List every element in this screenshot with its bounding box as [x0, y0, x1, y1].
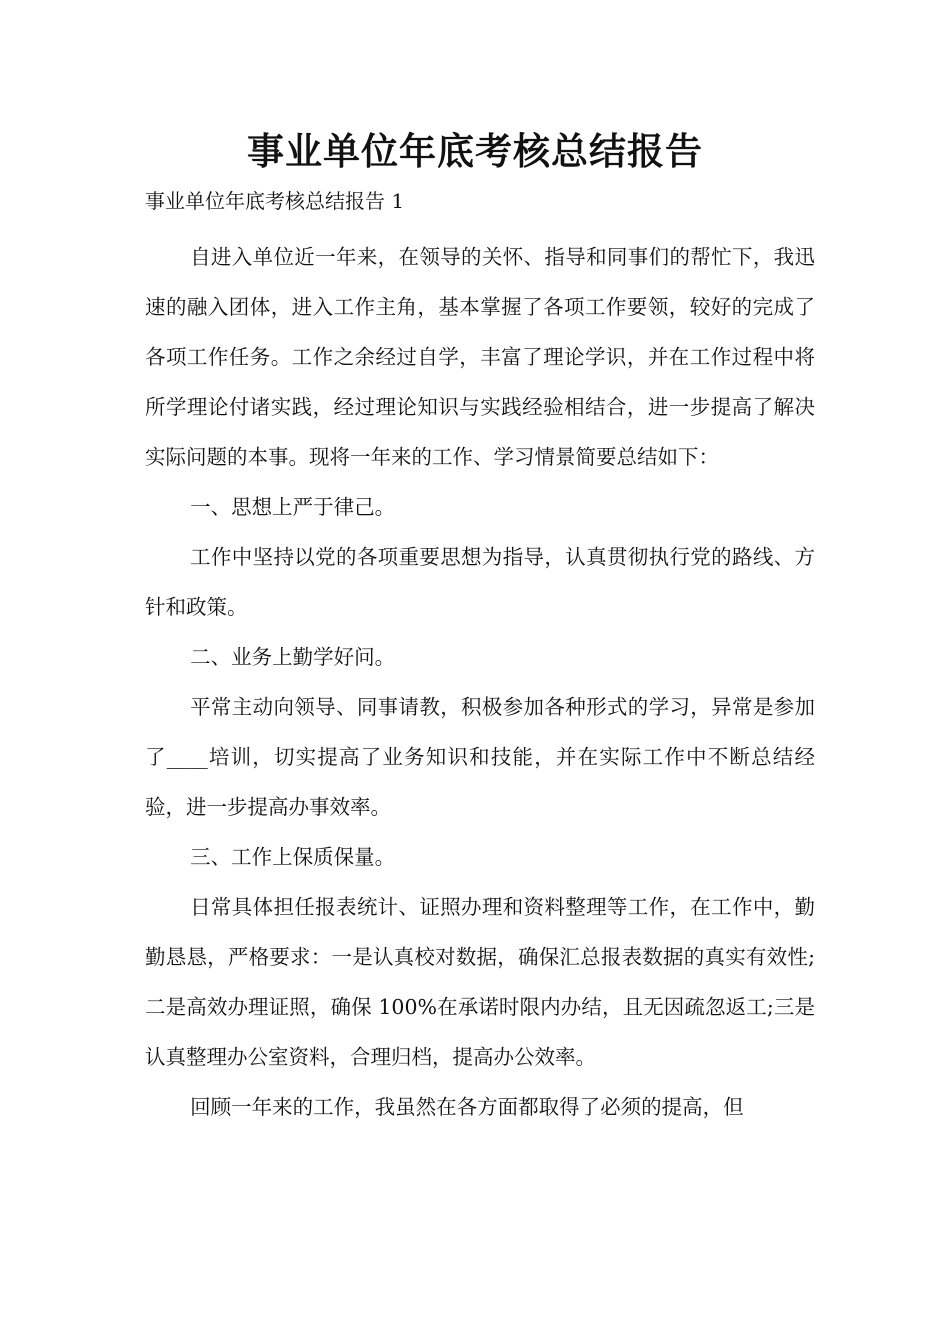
paragraph-work: 日常具体担任报表统计、证照办理和资料整理等工作，在工作中，勤勤恳恳，严格要求：一是认真校对数据，确保汇总报表数据的真实有效性;二是高效办理证照，确保 100%在承诺时限内办结，且无因疏忽返工;三是认真整理办公室资料，合理归档，提高办公效率。: [145, 895, 815, 1069]
document-title: 事业单位年底考核总结报告: [247, 130, 703, 173]
paragraph-review: 回顾一年来的工作，我虽然在各方面都取得了必须的提高，但: [190, 1095, 744, 1119]
document-body: [145, 232, 815, 1132]
paragraph-intro: 自进入单位近一年来，在领导的关怀、指导和同事们的帮忙下，我迅速的融入团体，进入工作主角，基本掌握了各项工作要领，较好的完成了各项工作任务。工作之余经过自学，丰富了理论学识，并在工作过程中将所学理论付诸实践，经过理论知识与实践经验相结合，进一步提高了解决实际问题的本事。现将一年来的工作、学习情景简要总结如下：: [145, 245, 815, 469]
paragraph-business: 平常主动向领导、同事请教，积极参加各种形式的学习，异常是参加了____培训，切实提高了业务知识和技能，并在实际工作中不断总结经验，进一步提高办事效率。: [145, 695, 815, 819]
section-heading-work: 三、工作上保质保量。: [190, 845, 396, 869]
section-heading-thought: 一、思想上严于律己。: [190, 495, 396, 519]
paragraph-thought: 工作中坚持以党的各项重要思想为指导，认真贯彻执行党的路线、方针和政策。: [145, 545, 815, 619]
document-subtitle: 事业单位年底考核总结报告 1: [145, 189, 405, 213]
section-heading-business: 二、业务上勤学好问。: [190, 645, 396, 669]
